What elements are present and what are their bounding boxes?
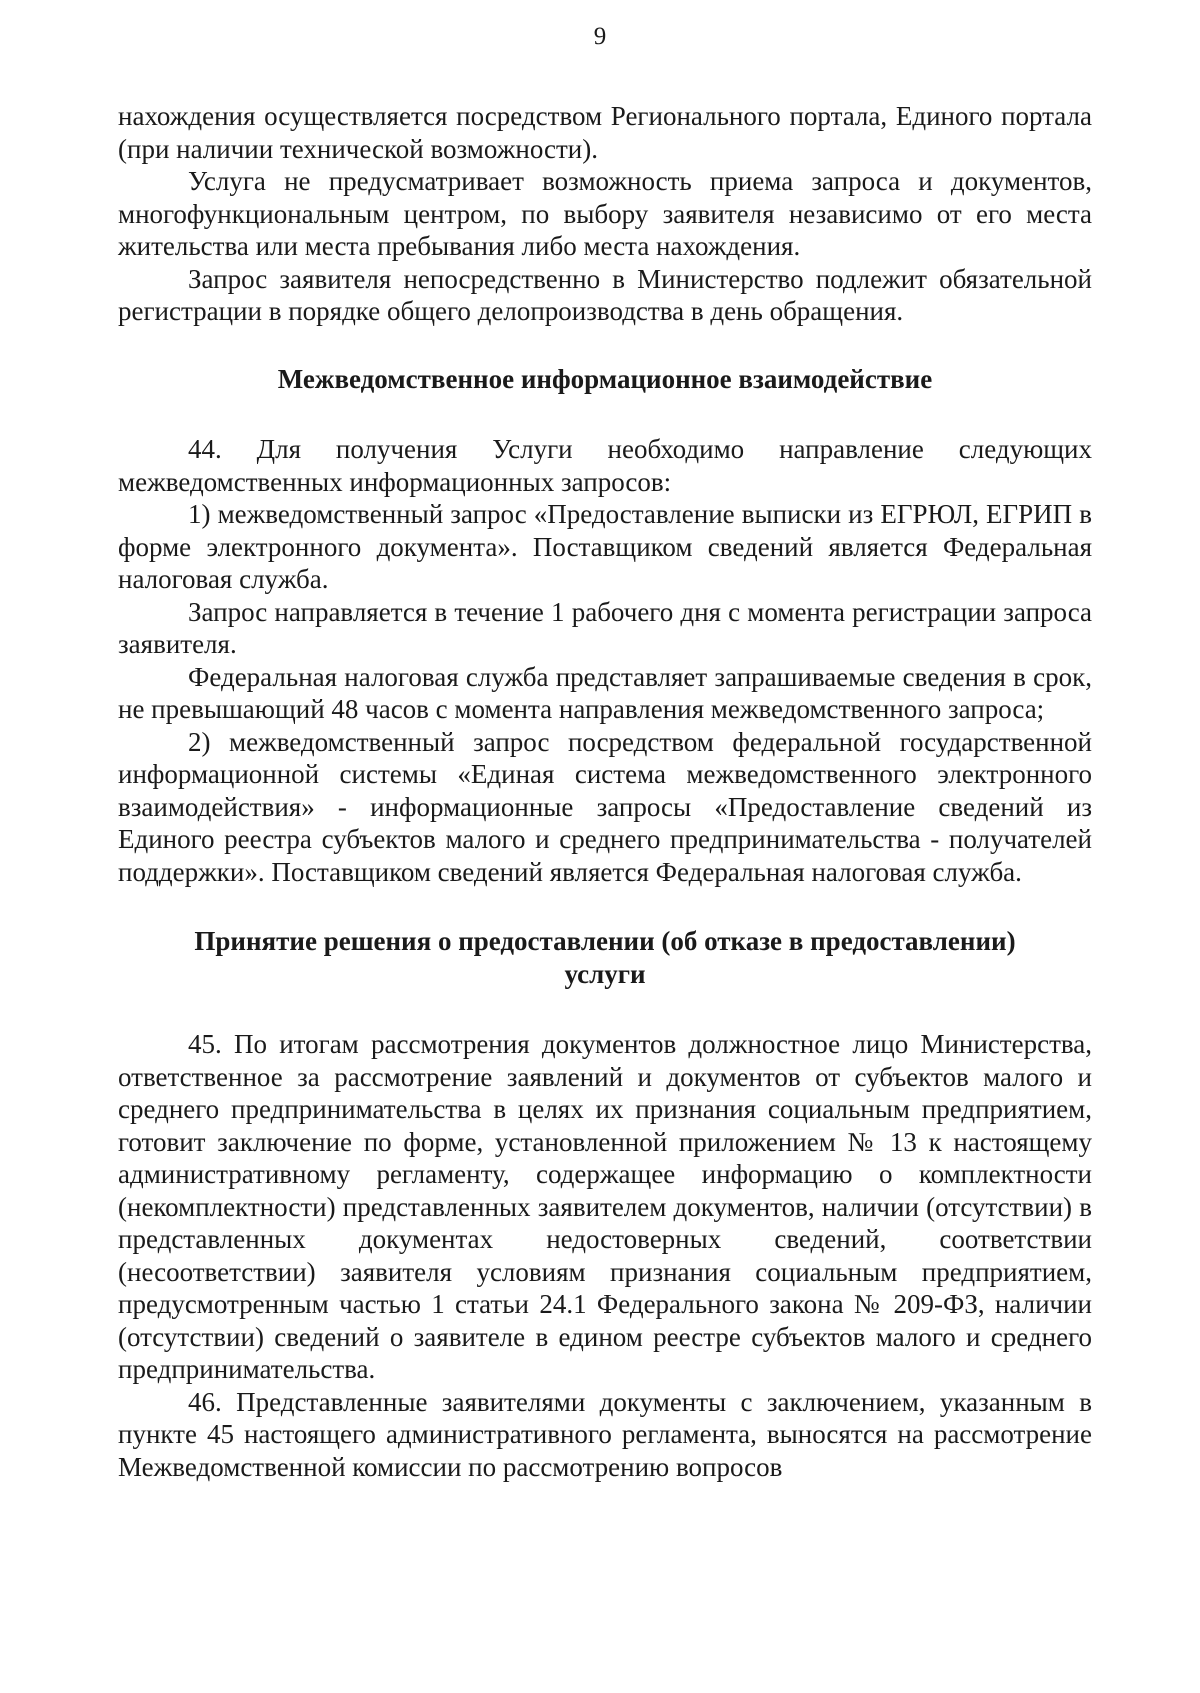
paragraph-44: 44. Для получения Услуги необходимо направление следующих межведомственных информационных запросов: <box>118 434 1092 497</box>
paragraph-44-deadline: Запрос направляется в течение 1 рабочего дня с момента регистрации запроса заявителя. <box>118 596 1092 659</box>
paragraph-continuation: нахождения осуществляется посредством Регионального портала, Единого портала (при наличии технической возможности). <box>118 101 1092 164</box>
document-body <box>118 100 1092 1483</box>
section-heading-decision-line2: услуги <box>564 958 646 989</box>
section-heading-decision <box>118 925 1092 990</box>
paragraph-44-fns-term: Федеральная налоговая служба представляет запрашиваемые сведения в срок, не превышающий 48 часов с момента направления межведомственного запроса; <box>118 661 1092 724</box>
paragraph-request-registration: Запрос заявителя непосредственно в Министерство подлежит обязательной регистрации в порядке общего делопроизводства в день обращения. <box>118 263 1092 326</box>
page-number: 9 <box>593 23 607 50</box>
paragraph-46: 46. Представленные заявителями документы с заключением, указанным в пункте 45 настоящего административного регламента, выносятся на рассмотрение Межведомственной комиссии по рассмотрению вопросов <box>118 1386 1092 1482</box>
paragraph-service-mfc: Услуга не предусматривает возможность приема запроса и документов, многофункциональным центром, по выбору заявителя независимо от его места жительства или места пребывания либо места нахождения. <box>118 166 1092 261</box>
paragraph-44-item-2: 2) межведомственный запрос посредством федеральной государственной информационной системы «Единая система межведомственного электронного взаимодействия» - информационные запросы «Предоставление сведений из Единого реестра субъектов малого и среднего предпринимательства - получателей поддержки». Поставщиком сведений является Федеральная налоговая служба. <box>118 726 1092 887</box>
section-heading-interagency: Межведомственное информационное взаимодействие <box>277 363 933 394</box>
paragraph-45: 45. По итогам рассмотрения документов должностное лицо Министерства, ответственное за рассмотрение заявлений и документов от субъектов малого и среднего предпринимательства в целях их признания социальным предприятием, готовит заключение по форме, установленной приложением № 13 к настоящему административному регламенту, содержащее информацию о комплектности (некомплектности) представленных заявителем документов, наличии (отсутствии) в представленных документах недостоверных сведений, соответствии (несоответствии) заявителя условиям признания социальным предприятием, предусмотренным частью 1 статьи 24.1 Федерального закона № 209-ФЗ, наличии (отсутствии) сведений о заявителе в едином реестре субъектов малого и среднего предпринимательства. <box>118 1029 1092 1384</box>
paragraph-44-item-1: 1) межведомственный запрос «Предоставление выписки из ЕГРЮЛ, ЕГРИП в форме электронного документа». Поставщиком сведений является Федеральная налоговая служба. <box>118 499 1092 594</box>
section-heading-decision-line1: Принятие решения о предоставлении (об отказе в предоставлении) <box>194 926 1016 956</box>
